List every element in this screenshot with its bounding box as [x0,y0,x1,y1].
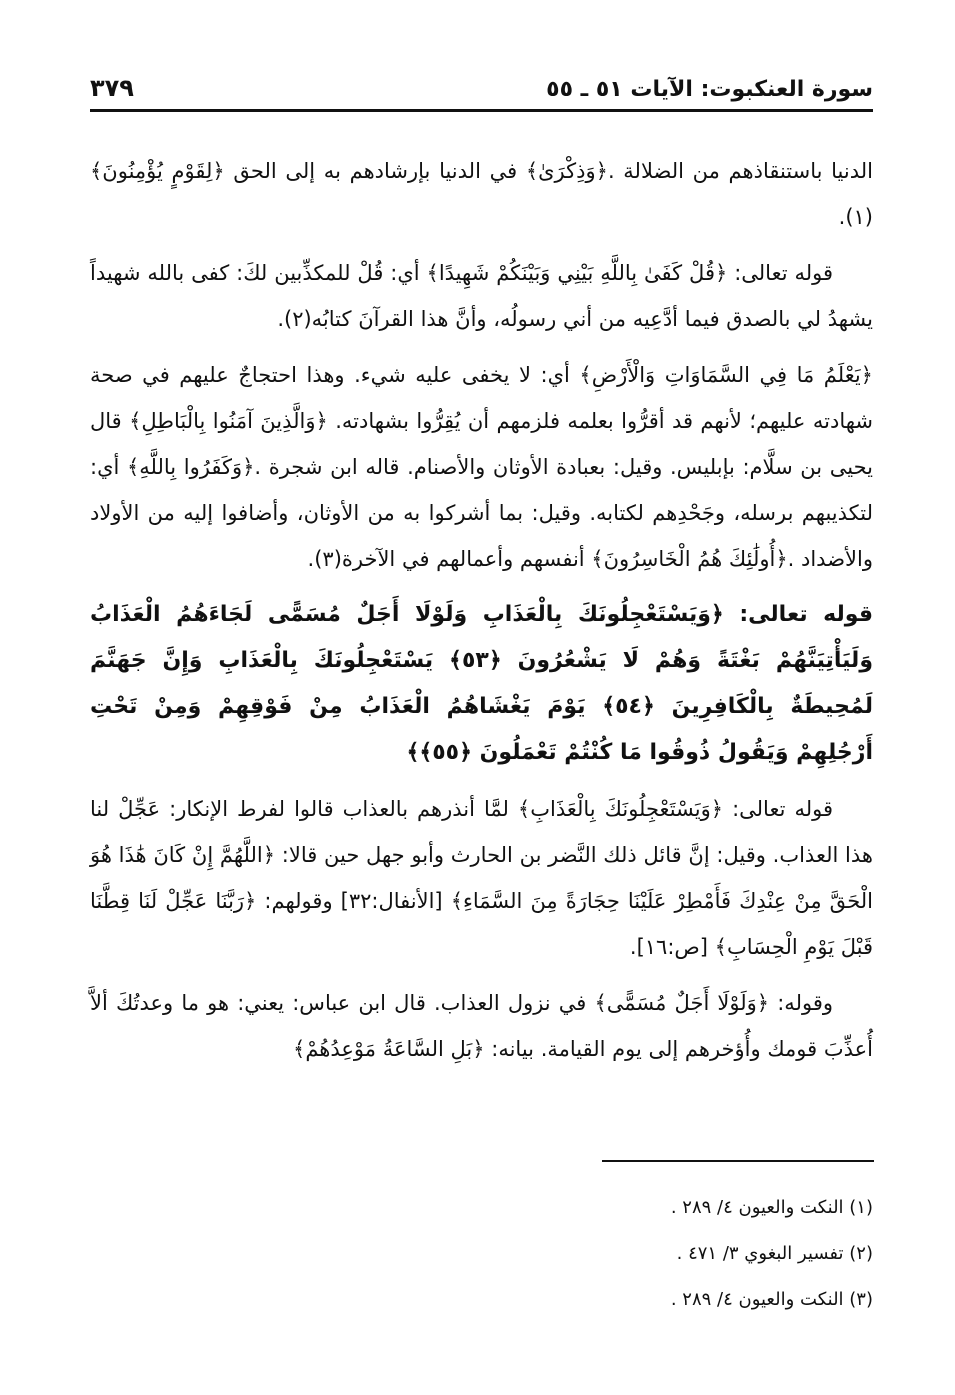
paragraph: وقوله: ﴿وَلَوْلَا أَجَلٌ مُسَمًّى﴾ في نزول العذاب. قال ابن عباس: يعني: هو ما وعدتُكَ ألاَّ أُعذِّبَ قومك وأُؤخرهم إلى يوم القيامة. بيانه: ﴿بَلِ السَّاعَةُ مَوْعِدُهُمْ﴾ [90,991,873,1061]
quran-verse-block: قوله تعالى: ﴿وَيَسْتَعْجِلُونَكَ بِالْعَذَابِ وَلَوْلَا أَجَلٌ مُسَمًّى لَجَاءَهُمُ الْعَذَابُ وَلَيَأْتِيَنَّهُمْ بَغْتَةً وَهُمْ لَا يَشْعُرُونَ ﴿٥٣﴾ يَسْتَعْجِلُونَكَ بِالْعَذَابِ وَإِنَّ جَهَنَّمَ لَمُحِيطَةٌ بِالْكَافِرِينَ ﴿٥٤﴾ يَوْمَ يَغْشَاهُمُ الْعَذَابُ مِنْ فَوْقِهِمْ وَمِنْ تَحْتِ أَرْجُلِهِمْ وَيَقُولُ ذُوقُوا مَا كُنْتُمْ تَعْمَلُونَ ﴿٥٥﴾﴾ [90,602,873,765]
header-rule [90,109,873,112]
running-header [90,58,873,102]
footnote: (٣) النكت والعيون ٤/ ٢٨٩ . [670,1289,873,1310]
footnote-rule [602,1160,874,1162]
paragraph: ﴿يَعْلَمُ مَا فِي السَّمَاوَاتِ وَالْأَرْضِ﴾ أي: لا يخفى عليه شيء. وهذا احتجاجٌ عليهم في صحة شهادته عليهم؛ لأنهم قد أقرُّوا بعلمه فلزمهم أن يُقِرُّوا بشهادته. ﴿وَالَّذِينَ آمَنُوا بِالْبَاطِلِ﴾ قال يحيى بن سلَّام: بإبليس. وقيل: بعبادة الأوثان والأصنام. قاله ابن شجرة .﴿وَكَفَرُوا بِاللَّهِ﴾ أي: لتكذيبهم برسله، وجَحْدِهم لكتابه. وقيل: بما أشركوا به من الأوثان، وأضافوا إليه من الأولاد والأضداد .﴿أُولَٰئِكَ هُمُ الْخَاسِرُونَ﴾ أنفسهم وأعمالهم في الآخرة(٣). [90,363,873,571]
page-number: ٣٧٩ [90,74,134,102]
footnote: (١) النكت والعيون ٤/ ٢٨٩ . [670,1197,873,1218]
surah-title: سورة العنكبوت: الآيات ٥١ ـ ٥٥ [546,77,873,102]
footnotes [671,1185,873,1323]
main-text [90,148,873,1082]
footnote: (٢) تفسير البغوي ٣/ ٤٧١ . [676,1243,873,1264]
paragraph: الدنيا باستنقاذهم من الضلالة .﴿وَذِكْرَىٰ﴾ في الدنيا بإرشادهم به إلى الحق ﴿لِقَوْمٍ يُؤْمِنُونَ﴾(١). [90,159,873,229]
paragraph: قوله تعالى: ﴿وَيَسْتَعْجِلُونَكَ بِالْعَذَابِ﴾ لمَّا أنذرهم بالعذاب قالوا لفرط الإنكار: عَجِّلْ لنا هذا العذاب. وقيل: إنَّ قائل ذلك النَّضر بن الحارث وأبو جهل حين قالا: ﴿اللَّهُمَّ إِنْ كَانَ هَٰذَا هُوَ الْحَقَّ مِنْ عِنْدِكَ فَأَمْطِرْ عَلَيْنَا حِجَارَةً مِنَ السَّمَاءِ﴾ [الأنفال:٣٢] وقولهم: ﴿رَبَّنَا عَجِّلْ لَنَا قِطَّنَا قَبْلَ يَوْمِ الْحِسَابِ﴾ [ص:١٦]. [90,797,873,959]
paragraph: قوله تعالى: ﴿قُلْ كَفَىٰ بِاللَّهِ بَيْنِي وَبَيْنَكُمْ شَهِيدًا﴾ أي: قُلْ للمكذِّبين لكَ: كفى بالله شهيداً يشهدُ لي بالصدق فيما أدَّعِيه من أني رسولُه، وأنَّ هذا القرآنَ كتابُه(٢). [90,261,873,331]
